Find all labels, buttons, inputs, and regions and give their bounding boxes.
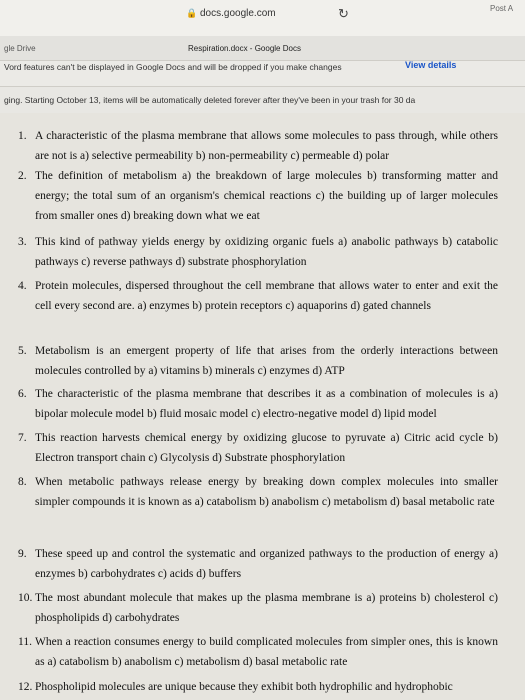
question-item — [18, 384, 498, 424]
question-item — [18, 126, 498, 166]
question-item — [18, 677, 498, 697]
document-page — [0, 113, 525, 700]
question-number: 8. — [18, 476, 27, 488]
question-text: This reaction harvests chemical energy by oxidizing glucose to pyruvate a) Citric acid cycle b) Electron transport chain c) Glycolysis d) Substrate phosphorylation — [35, 432, 498, 464]
tab-strip — [0, 36, 525, 61]
banner-message: Vord features can't be displayed in Google Docs and will be dropped if you make changes — [4, 62, 342, 72]
question-text: Protein molecules, dispersed throughout the cell membrane that allows water to enter and exit the cell every second are. a) enzymes b) protein receptors c) aquaporins d) gated channels — [35, 280, 498, 312]
address-bar[interactable] — [0, 0, 525, 37]
question-item — [18, 341, 498, 381]
compatibility-banner — [0, 60, 525, 78]
question-number: 4. — [18, 280, 27, 292]
question-item — [18, 166, 498, 226]
question-item — [18, 276, 498, 316]
question-number: 5. — [18, 345, 27, 357]
question-item — [18, 428, 498, 468]
question-text: The definition of metabolism a) the breakdown of large molecules b) transforming matter and energy; the total sum of an organism's chemical reactions c) the building up of larger molecules from smaller ones d) breaking down what we eat — [35, 170, 498, 222]
question-text: Phospholipid molecules are unique because they exhibit both hydrophilic and hydrophobic — [35, 681, 453, 693]
question-text: These speed up and control the systematic and organized pathways to the production of energy a) enzymes b) carbohydrates c) acids d) buffers — [35, 548, 498, 580]
question-item — [18, 472, 498, 512]
lock-icon: 🔒 — [186, 8, 198, 18]
question-text: This kind of pathway yields energy by oxidizing organic fuels a) anabolic pathways b) catabolic pathways c) reverse pathways d) substrate phosphorylation — [35, 236, 498, 268]
question-number: 12. — [18, 681, 33, 693]
question-number: 6. — [18, 388, 27, 400]
question-text: A characteristic of the plasma membrane that allows some molecules to pass through, while others are not is a) selective permeability b) non-permeability c) permeable d) polar — [35, 130, 498, 162]
browser-chrome — [0, 0, 525, 95]
tab-document[interactable]: Respiration.docx - Google Docs — [188, 44, 301, 53]
question-number: 3. — [18, 236, 27, 248]
url-text[interactable]: docs.google.com — [200, 8, 276, 19]
question-item — [18, 232, 498, 272]
reload-icon[interactable]: ↻ — [338, 6, 349, 21]
trash-notice-text: ging. Starting October 13, items will be automatically deleted forever after they've been in your trash for 30 da — [4, 95, 416, 105]
question-text: When a reaction consumes energy to build complicated molecules from simpler ones, this is known as a) catabolism b) anabolism c) metabolism d) basal metabolic rate — [35, 636, 498, 668]
question-item — [18, 544, 498, 584]
question-item — [18, 632, 498, 672]
question-number: 2. — [18, 170, 27, 182]
question-number: 11. — [18, 636, 32, 648]
corner-tab-label[interactable]: Post A — [490, 4, 514, 13]
question-text: When metabolic pathways release energy by breaking down complex molecules into smaller simpler compounds it is known as a) catabolism b) anabolism c) metabolism d) basal metabolic rate — [35, 476, 498, 508]
question-item — [18, 588, 498, 628]
question-number: 10. — [18, 592, 33, 604]
question-number: 9. — [18, 548, 27, 560]
question-number: 7. — [18, 432, 27, 444]
question-number: 1. — [18, 130, 27, 142]
tab-drive[interactable]: gle Drive — [4, 44, 36, 53]
question-text: Metabolism is an emergent property of life that arises from the orderly interactions between molecules controlled by a) vitamins b) minerals c) enzymes d) ATP — [35, 345, 498, 377]
question-text: The characteristic of the plasma membrane that describes it as a combination of molecules is a) bipolar molecule model b) fluid mosaic model c) electro-negative model d) lipid model — [35, 388, 498, 420]
question-text: The most abundant molecule that makes up the plasma membrane is a) proteins b) cholesterol c) phospholipids d) carbohydrates — [35, 592, 498, 624]
trash-notice — [0, 86, 525, 114]
view-details-link[interactable]: View details — [405, 60, 457, 70]
